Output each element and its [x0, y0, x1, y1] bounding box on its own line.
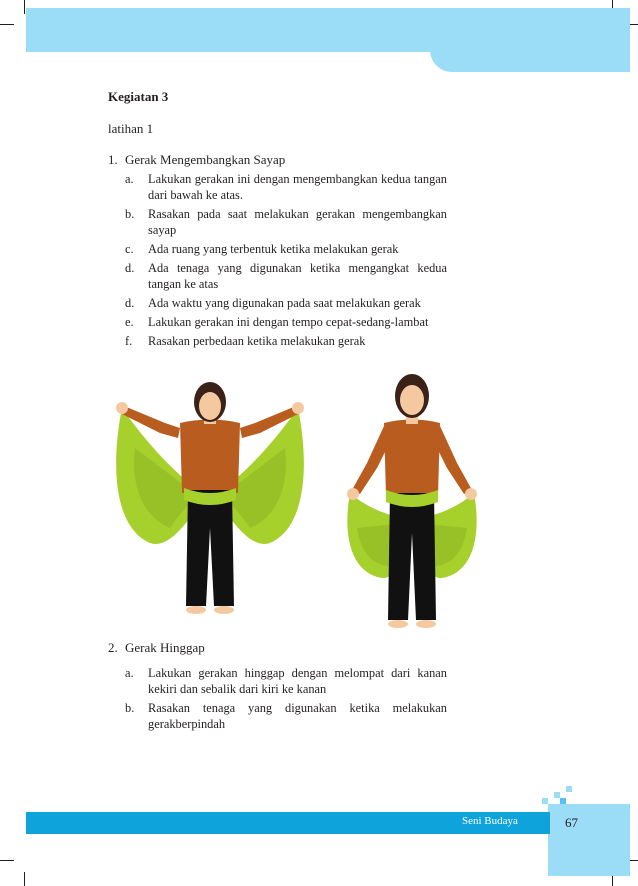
page-subtitle: latihan 1: [108, 121, 154, 136]
page-title: Kegiatan 3: [108, 89, 169, 104]
section-1-heading: [108, 152, 285, 168]
list-item: d. Ada tenaga yang digunakan ketika mengangkat kedua tangan ke atas: [125, 261, 447, 291]
header-tab: [430, 8, 630, 72]
list-item: f. Rasakan perbedaan ketika melakukan gerak: [125, 334, 366, 348]
list-item: d. Ada waktu yang digunakan pada saat melakukan gerak: [125, 296, 421, 310]
section-2-title: Gerak Hinggap: [125, 640, 205, 655]
section-1-list: [125, 171, 447, 352]
list-item: b. Rasakan tenaga yang digunakan ketika melakukan gerakberpindah: [125, 701, 447, 731]
crop-mark: [24, 872, 25, 886]
illustration-dancer-arms-lowered: [322, 368, 502, 633]
section-1-title: Gerak Mengembangkan Sayap: [125, 152, 286, 167]
crop-mark: [0, 24, 14, 25]
list-item: b. Rasakan pada saat melakukan gerakan mengembangkan sayap: [125, 207, 447, 237]
book-title: Seni Budaya: [462, 815, 518, 827]
page-number: 67: [565, 815, 578, 830]
section-2-number: 2.: [108, 640, 118, 655]
illustration-dancer-arms-raised: [110, 378, 310, 623]
decor-pixel: [566, 786, 572, 792]
list-item: c. Ada ruang yang terbentuk ketika melakukan gerak: [125, 242, 399, 256]
page-number-box: [548, 804, 630, 876]
list-item: e. Lakukan gerakan ini dengan tempo cepat-sedang-lambat: [125, 315, 429, 329]
section-2-list: [125, 665, 447, 735]
section-1-number: 1.: [108, 152, 118, 167]
list-item: a. Lakukan gerakan ini dengan mengembangkan kedua tangan dari bawah ke atas.: [125, 172, 447, 202]
crop-mark: [24, 0, 25, 14]
section-2-heading: [108, 640, 205, 656]
crop-mark: [0, 860, 14, 861]
list-item: a. Lakukan gerakan hinggap dengan melompat dari kanan kekiri dan sebalik dari kiri ke kanan: [125, 666, 447, 696]
